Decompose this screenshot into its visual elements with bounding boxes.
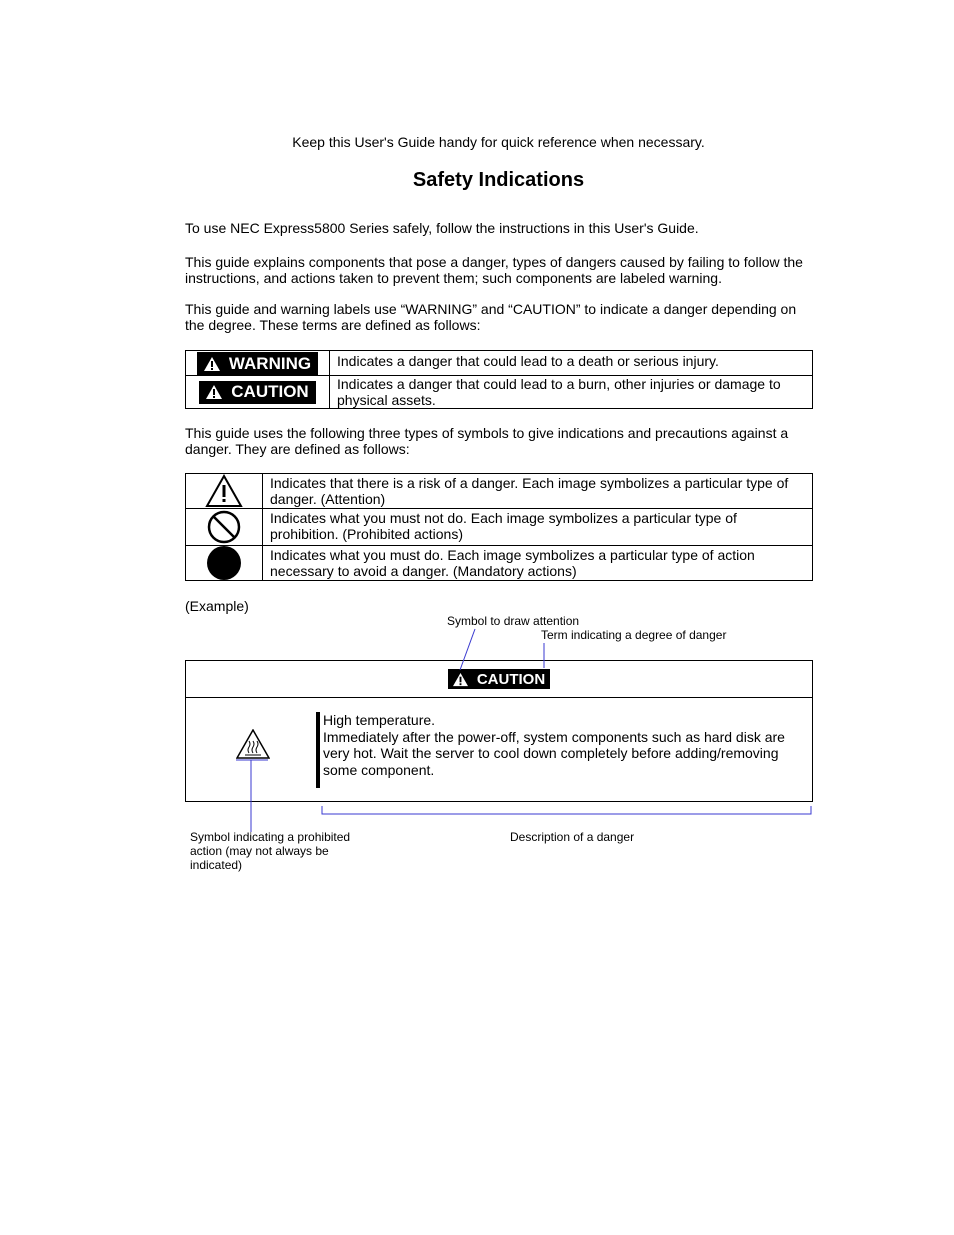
- caution-label: CAUTION: [231, 382, 309, 401]
- symbols-intro: This guide uses the following three types of symbols to give indications and precautions against a danger. They are defined as follows:: [185, 425, 789, 457]
- header-note: Keep this User's Guide handy for quick reference when necessary.: [292, 134, 705, 150]
- mandatory-description: Indicates what you must do. Each image symbolizes a particular type of action necessary to avoid a danger. (Mandatory actions): [270, 547, 755, 579]
- warning-description: Indicates a danger that could lead to a death or serious injury.: [337, 353, 719, 369]
- intro-paragraph-3: This guide and warning labels use “WARNING” and “CAUTION” to indicate a danger depending on the degree. These terms are defined as follows:: [185, 301, 797, 333]
- callout-description-label: Description of a danger: [510, 830, 635, 844]
- example-label: (Example): [185, 598, 249, 614]
- callout-term-label: Term indicating a degree of danger: [541, 628, 727, 642]
- prohibition-description: Indicates what you must not do. Each image symbolizes a particular type of prohibition. (Prohibited actions): [270, 510, 737, 542]
- page-title: Safety Indications: [412, 169, 585, 191]
- danger-body: Immediately after the power-off, system components such as hard disk are very hot. Wait the server to cool down completely before adding/removing some component.: [323, 728, 785, 778]
- danger-heading: High temperature.: [323, 712, 436, 728]
- example-caution-label: CAUTION: [476, 670, 546, 688]
- warning-label: WARNING: [228, 353, 312, 373]
- intro-paragraph-1: To use NEC Express5800 Series safely, follow the instructions in this User's Guide.: [185, 220, 699, 236]
- intro-paragraph-2: This guide explains components that pose a danger, types of dangers caused by failing to follow the instructions, and actions taken to prevent them; such components are labeled warning.: [185, 254, 803, 286]
- callout-prohibited-label: Symbol indicating a prohibited action (may not always be indicated): [190, 830, 351, 872]
- attention-description: Indicates that there is a risk of a danger. Each image symbolizes a particular type of danger. (Attention): [270, 475, 789, 507]
- caution-description: Indicates a danger that could lead to a burn, other injuries or damage to physical assets.: [337, 376, 781, 408]
- callout-symbol-label: Symbol to draw attention: [447, 614, 580, 628]
